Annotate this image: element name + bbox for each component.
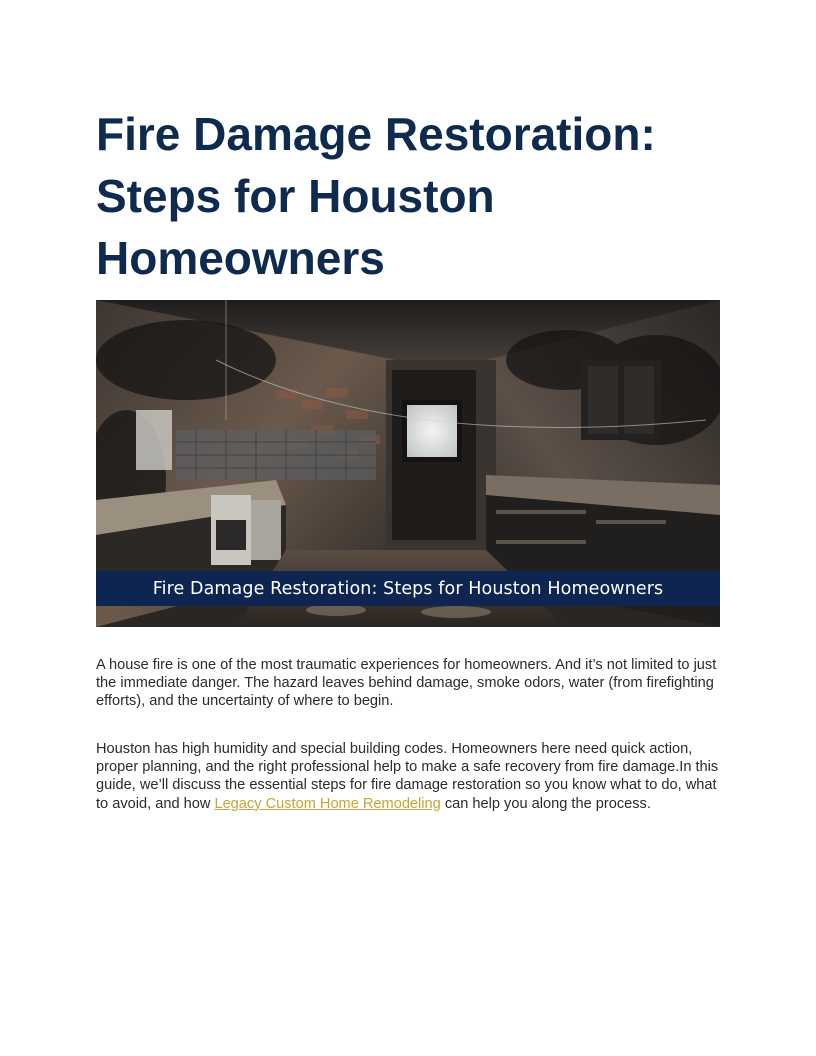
guide-paragraph-text-before: Houston has high humidity and special building codes. Homeowners here need quick action, proper planning, and the right professional help to make a safe recovery from fire damage.In this guide, we’ll discuss the essential steps for fire damage restoration so you know what to do, what to avoid, and how bbox=[96, 741, 719, 812]
hero-caption-bar bbox=[96, 571, 720, 606]
guide-paragraph-text-after: can help you along the process. bbox=[440, 795, 651, 812]
guide-paragraph bbox=[96, 740, 726, 813]
page-title: Fire Damage Restoration: Steps for Houston Homeowners bbox=[96, 108, 656, 284]
hero-caption: Fire Damage Restoration: Steps for Houston Homeowners bbox=[152, 578, 664, 599]
intro-paragraph bbox=[96, 656, 726, 711]
hero-image bbox=[96, 300, 720, 627]
intro-paragraph-text: A house fire is one of the most traumatic experiences for homeowners. And it’s not limited to just the immediate danger. The hazard leaves behind damage, smoke odors, water (from firefighting efforts), and the uncertainty of where to begin. bbox=[96, 657, 717, 710]
legacy-remodeling-link[interactable]: Legacy Custom Home Remodeling bbox=[214, 795, 441, 812]
